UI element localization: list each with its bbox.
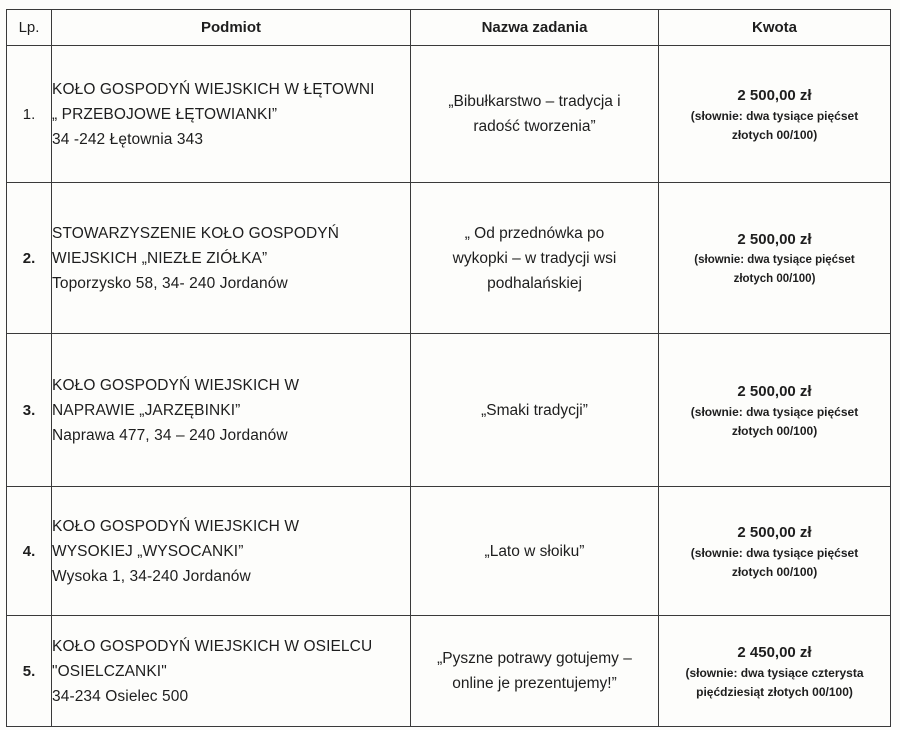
- amount-in-words: (słownie: dwa tysiące pięćset: [690, 404, 859, 419]
- header-lp: Lp.: [7, 10, 52, 46]
- entity-cell: [52, 616, 411, 727]
- table-row: [7, 334, 891, 487]
- amount-value: 2 500,00 zł: [737, 382, 812, 400]
- entity-cell: [52, 46, 411, 183]
- task-name-cell: [411, 487, 659, 616]
- grants-table: [6, 9, 891, 727]
- row-number: 1.: [7, 46, 52, 183]
- entity-name-line: NAPRAWIE „JARZĘBINKI”: [52, 401, 241, 419]
- table-row: [7, 183, 891, 334]
- entity-address: Wysoka 1, 34-240 Jordanów: [52, 567, 251, 585]
- amount-in-words: pięćdziesiąt złotych 00/100): [696, 684, 853, 699]
- amount-in-words: złotych 00/100): [731, 127, 818, 142]
- task-name-line: wykopki – w tradycji wsi: [452, 249, 617, 267]
- entity-address: 34 -242 Łętownia 343: [52, 130, 204, 148]
- task-name-cell: [411, 616, 659, 727]
- entity-cell: [52, 487, 411, 616]
- amount-cell: [659, 487, 891, 616]
- entity-name-line: KOŁO GOSPODYŃ WIEJSKICH W: [52, 517, 300, 535]
- entity-name-line: KOŁO GOSPODYŃ WIEJSKICH W OSIELCU: [52, 637, 373, 655]
- entity-address: Naprawa 477, 34 – 240 Jordanów: [52, 426, 288, 444]
- header-kwota: Kwota: [659, 10, 891, 46]
- row-number: 3.: [7, 334, 52, 487]
- amount-in-words: złotych 00/100): [731, 423, 818, 438]
- entity-name-line: WIEJSKICH „NIEZŁE ZIÓŁKA”: [52, 249, 268, 267]
- amount-value: 2 500,00 zł: [737, 230, 812, 248]
- amount-cell: [659, 46, 891, 183]
- task-name-cell: [411, 46, 659, 183]
- header-nazwa-zadania: Nazwa zadania: [411, 10, 659, 46]
- task-name-line: online je prezentujemy!”: [452, 675, 617, 692]
- amount-in-words: złotych 00/100): [731, 564, 818, 579]
- entity-address: Toporzysko 58, 34- 240 Jordanów: [52, 274, 288, 292]
- amount-value: 2 500,00 zł: [737, 523, 812, 541]
- task-name-line: „Bibułkarstwo – tradycja i: [448, 93, 621, 110]
- amount-cell: [659, 334, 891, 487]
- task-name-line: radość tworzenia”: [473, 118, 596, 135]
- entity-address: 34-234 Osielec 500: [52, 687, 189, 705]
- entity-name-line: STOWARZYSZENIE KOŁO GOSPODYŃ: [52, 224, 340, 242]
- row-number: 2.: [7, 183, 52, 334]
- entity-name-line: "OSIELCZANKI": [52, 662, 167, 680]
- entity-name-line: KOŁO GOSPODYŃ WIEJSKICH W ŁĘTOWNI: [52, 80, 375, 98]
- entity-cell: [52, 334, 411, 487]
- table-row: [7, 487, 891, 616]
- amount-in-words: (słownie: dwa tysiące pięćset: [690, 545, 859, 560]
- header-row: [7, 10, 891, 46]
- task-name-line: „Smaki tradycji”: [481, 401, 588, 419]
- task-name-cell: [411, 334, 659, 487]
- amount-in-words: (słownie: dwa tysiące czterysta: [685, 665, 864, 680]
- task-name-line: podhalańskiej: [487, 274, 582, 292]
- entity-name-line: „ PRZEBOJOWE ŁĘTOWIANKI”: [52, 105, 278, 123]
- amount-value: 2 500,00 zł: [737, 86, 812, 104]
- entity-name-line: KOŁO GOSPODYŃ WIEJSKICH W: [52, 376, 300, 394]
- entity-name-line: WYSOKIEJ „WYSOCANKI”: [52, 542, 244, 560]
- table-row: [7, 46, 891, 183]
- task-name-line: „Lato w słoiku”: [484, 542, 585, 560]
- table-row: [7, 616, 891, 727]
- task-name-line: „Pyszne potrawy gotujemy –: [437, 650, 632, 667]
- header-podmiot: Podmiot: [52, 10, 411, 46]
- table-header: [7, 10, 891, 46]
- task-name-line: „ Od przednówka po: [464, 224, 605, 242]
- amount-cell: [659, 183, 891, 334]
- task-name-cell: [411, 183, 659, 334]
- row-number: 5.: [7, 616, 52, 727]
- entity-cell: [52, 183, 411, 334]
- amount-cell: [659, 616, 891, 727]
- amount-in-words: złotych 00/100): [733, 272, 816, 285]
- amount-in-words: (słownie: dwa tysiące pięćset: [690, 108, 859, 123]
- table-body: [7, 46, 891, 727]
- amount-in-words: (słownie: dwa tysiące pięćset: [694, 253, 855, 266]
- row-number: 4.: [7, 487, 52, 616]
- amount-value: 2 450,00 zł: [737, 643, 812, 661]
